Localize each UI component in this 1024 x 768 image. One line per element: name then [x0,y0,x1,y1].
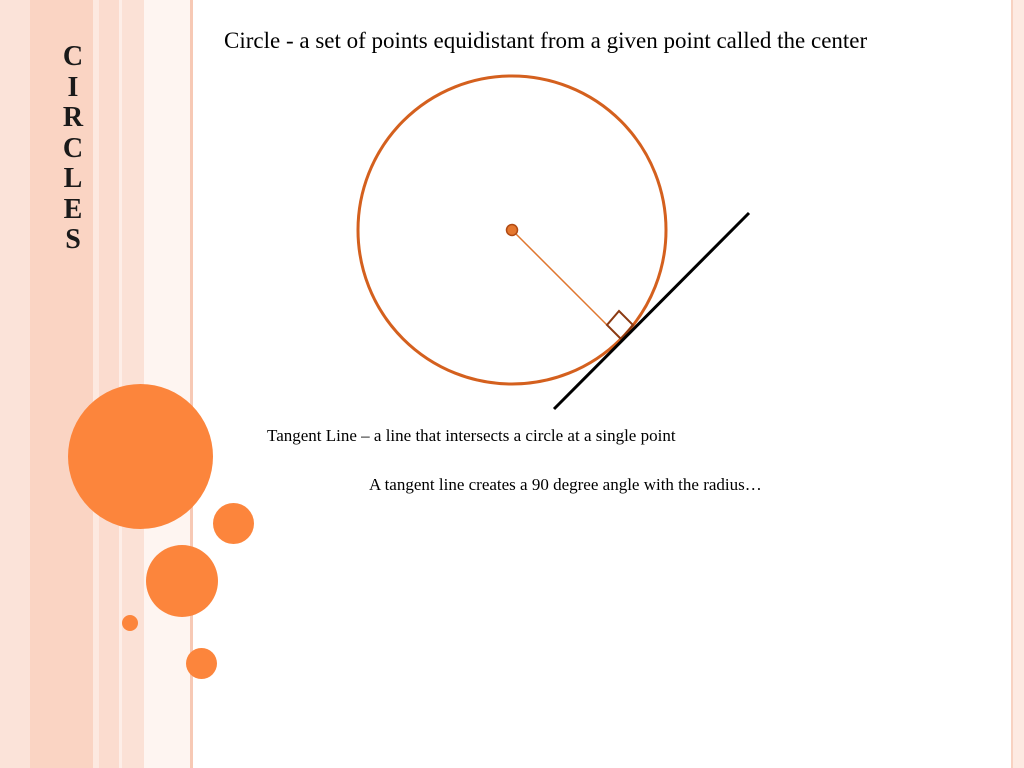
tangent-definition-text: Tangent Line – a line that intersects a circle at a single point [267,426,676,445]
slide-heading: Circle - a set of points equidistant from a given point called the center [224,28,868,53]
tangent-line [554,213,749,409]
vertical-title: C I R C L E S [62,41,84,255]
center-point [507,225,518,236]
angle-note-text: A tangent line creates a 90 degree angle with the radius… [369,475,762,494]
radius-line [512,230,621,339]
